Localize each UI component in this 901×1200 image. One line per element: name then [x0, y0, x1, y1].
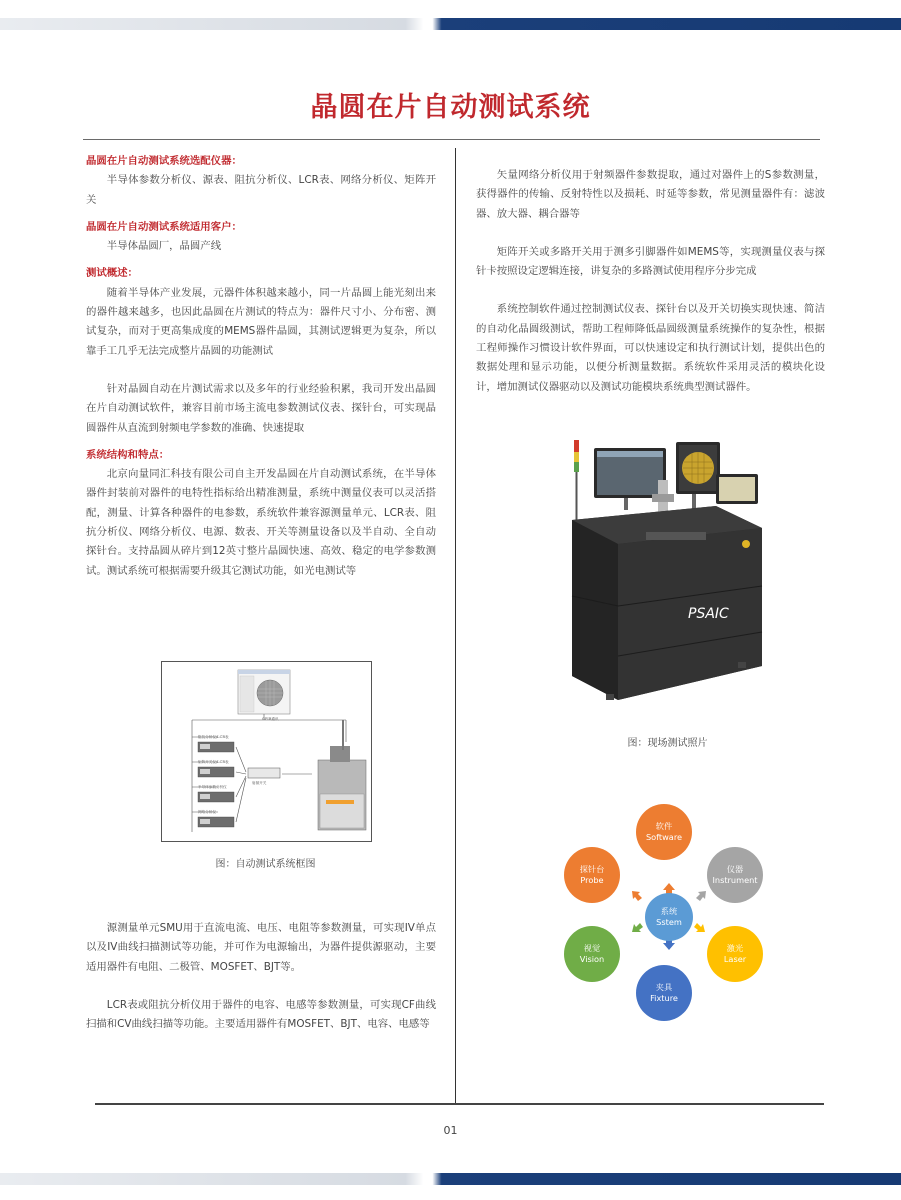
node-laser [707, 926, 763, 982]
node-software [636, 804, 692, 860]
instrument-label-2: 矩阵开关仪/LCR表 [198, 760, 229, 764]
block-diagram-graphic [162, 662, 371, 841]
right-column [476, 166, 825, 397]
block-diagram-caption: 图：自动测试系统框图 [215, 859, 316, 870]
column-divider [455, 148, 456, 1103]
structure-paragraph: 北京向量同汇科技有限公司自主开发晶圆在片自动测试系统，在半导体器件封装前对器件的电特性指标给出精准测量，系统中测量仪表可以灵活搭配，测量、计算各种器件的电参数，系统软件兼容源测量单元、LCR表、阻抗分析仪、网络分析仪、电源、数表、开关等测量设备以及半自动、全自动探针台。支持晶圆从碎片到12英寸整片晶圆快速、高效、稳定的电学参数测试。测试系统可根据需要升级其它测试功能，如光电测试等 [86, 468, 436, 577]
top-decorative-band [0, 18, 901, 30]
probe-station-graphic [566, 436, 769, 704]
probe-station-photo [566, 436, 769, 704]
gpib-label: GPIB通讯 [262, 717, 279, 721]
customers-heading: 晶圆在片自动测试系统适用客户： [86, 220, 242, 233]
photo-brand-text: PSAIC [688, 606, 729, 622]
customers-text: 半导体晶圆厂，晶圆产线 [106, 240, 222, 253]
title-divider [83, 139, 820, 140]
node-probe-en: Probe [580, 875, 604, 885]
node-system-cn: 系统 [660, 906, 678, 916]
smu-paragraph: 源测量单元SMU用于直流电流、电压、电阻等参数测量，可实现IV单点以及IV曲线扫描测试等功能，并可作为电源输出，为器件提供源驱动，主要适用器件有电阻、二极管、MOSFET、BJT等。 [86, 922, 436, 973]
node-probe-cn: 探针台 [579, 864, 605, 874]
software-paragraph: 系统控制软件通过控制测试仪表、探针台以及开关切换实现快速、简洁的自动化晶圆级测试，帮助工程师降低晶圆级测量系统操作的复杂性，根据工程师操作习惯设计软件界面，可以快速设定和执行测试计划，提供出色的数据处理和显示功能，以便分析测量数据。系统软件采用灵活的模块化设计，增加测试仪器驱动以及测试功能模块系统典型测试器件。 [476, 303, 825, 393]
arrow-downleft-icon [632, 923, 643, 932]
node-vision-en: Vision [579, 954, 605, 964]
instrument-label-1: 阻抗分析仪/LCR表 [198, 735, 229, 739]
instruments-text: 半导体参数分析仪、源表、阻抗分析仪、LCR表、网络分析仪、矩阵开关 [86, 174, 436, 206]
node-instrument [707, 847, 763, 903]
node-vision [564, 926, 620, 982]
arrow-upleft-icon [632, 891, 642, 901]
arrow-upright-icon [696, 891, 706, 901]
node-system-en: Sstem [656, 917, 682, 927]
overview-heading: 测试概述： [86, 267, 138, 280]
system-components-diagram [562, 800, 777, 1026]
matrix-switch-paragraph: 矩阵开关或多路开关用于测多引脚器件如MEMS等，实现测量仪表与探针卡按照设定逻辑连接，讲复杂的多路测试使用程序分步完成 [476, 245, 825, 278]
bottom-decorative-band [0, 1173, 901, 1185]
node-laser-cn: 激光 [726, 943, 744, 953]
left-lower-text [86, 919, 436, 1034]
lcr-paragraph: LCR表或阻抗分析仪用于器件的电容、电感等参数测量，可实现CF曲线扫描和CV曲线扫描等功能。主要适用器件有MOSFET、BJT、电容、电感等 [86, 998, 436, 1031]
vna-paragraph: 矢量网络分析仪用于射频器件参数提取，通过对器件上的S参数测量，获得器件的传输、反射特性以及损耗、时延等参数，常见测量器件有：滤波器、放大器、耦合器等 [476, 169, 825, 220]
instrument-label-3: 半导体参数分析仪 [198, 785, 227, 789]
page-number: 01 [443, 1124, 458, 1137]
node-vision-cn: 视觉 [583, 943, 601, 953]
node-laser-en: Laser [723, 954, 747, 964]
node-instrument-en: Instrument [712, 875, 758, 885]
node-system [645, 893, 693, 941]
rf-switch-label: 射频开关 [252, 781, 267, 785]
photo-caption: 图：现场测试照片 [627, 738, 708, 749]
instruments-heading: 晶圆在片自动测试系统选配仪器： [86, 155, 242, 167]
node-probe [564, 847, 620, 903]
system-block-diagram [161, 661, 372, 842]
left-column [86, 152, 436, 581]
node-software-cn: 软件 [655, 821, 673, 831]
page-title: 晶圆在片自动测试系统 [310, 92, 591, 123]
overview-paragraph-2: 针对晶圆自动在片测试需求以及多年的行业经验积累，我司开发出晶圆在片自动测试软件，兼容目前市场主流电参数测试仪表、探针台，可实现晶圆器件从直流到射频电学参数的准确、快速提取 [86, 382, 436, 434]
node-instrument-cn: 仪器 [726, 864, 744, 874]
node-software-en: Software [645, 832, 683, 842]
node-fixture-cn: 夹具 [655, 982, 673, 992]
footer-divider [95, 1103, 824, 1105]
overview-paragraph-1: 随着半导体产业发展，元器件体积越来越小，同一片晶圆上能光刻出来的器件越来越多，也因此晶圆在片测试的特点为：器件尺寸小、分布密、测试复杂，而对于更高集成度的MEMS器件晶圆，其测试逻辑更为复杂，所以靠手工几乎无法完成整片晶圆的功能测试 [86, 286, 436, 357]
node-fixture-en: Fixture [650, 993, 678, 1003]
instrument-label-4: 网络分析仪 [198, 810, 216, 814]
node-fixture [636, 965, 692, 1021]
structure-heading: 系统结构和特点： [86, 448, 170, 461]
arrow-downright-icon [694, 923, 705, 932]
